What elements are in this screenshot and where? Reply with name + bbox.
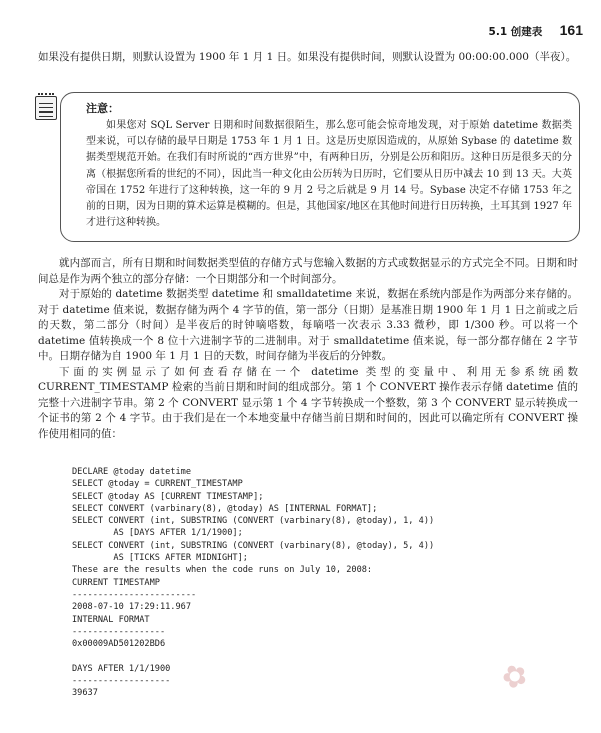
intro-text: 如果没有提供日期，则默认设置为 1900 年 1 月 1 日。如果没有提供时间，则默认设置为 00:00:00.000（半夜）。 xyxy=(38,51,577,63)
watermark-stamp: ✿ xyxy=(496,655,534,698)
page-number: 161 xyxy=(559,22,583,38)
paragraph-3: 下面的实例显示了如何查看存储在一个 datetime 类型的变量中、利用无参系统函数 CURRENT_TIMESTAMP 检索的当前日期和时间的组成部分。第 1 个 CONVERT 操作表示存储 datetime 值的完整十六进制字节串。第 2 个 CONVERT 显示第 1 个 4 字节转换成一个整数，第 3 个 CONVERT 显示转换成一个证书的第 2 个 4 字节。由于我们是在一个本地变量中存储当前日期和时间的，因此可以确定所有 CONVERT 操作使用相同的值： xyxy=(38,365,578,440)
intro-paragraph xyxy=(38,50,578,66)
note-title: 注意： xyxy=(86,102,119,115)
page-header xyxy=(489,22,583,39)
note-icon xyxy=(35,96,57,120)
section-title: 5.1 创建表 xyxy=(488,26,543,38)
note-body: 如果您对 SQL Server 日期和时间数据很陌生，那么您可能会惊奇地发现，对于原始 datetime 数据类型来说，可以存储的最早日期是 1753 年 1 月 1 日。这是历史原因造成的，从原始 Sybase 的 datetime 数据类型规范开始。在我们有时所说的“西方世界”中，有两种日历，分别是公历和阳历。这种日历是很多天的分离（根据您所看的世纪的不同），因此当一种文化由公历转为日历时，它们要从日历中减去 10 到 13 天。大英帝国在 1752 年进行了这种转换，这一年的 9 月 2 号之后就是 9 月 14 号。Sybase 决定不存储 1753 年之前的日期，因为日期的算术运算是模糊的。但是，其他国家/地区在其他时间进行日历转换，土耳其到 1927 年才进行这种转换。 xyxy=(86,120,572,229)
body-text xyxy=(38,256,578,442)
paragraph-1: 就内部而言，所有日期和时间数据类型值的存储方式与您输入数据的方式或数据显示的方式完全不同。日期和时间总是作为两个独立的部分存储：一个日期部分和一个时间部分。 xyxy=(38,257,578,285)
paragraph-2: 对于原始的 datetime 数据类型 datetime 和 smalldatetime 来说，数据在系统内部是作为两部分来存储的。对于 datetime 值来说，数据存储为两个 4 字节的值，第一部分（日期）是基准日期 1900 年 1 月 1 日之前或之后的天数，第二部分（时间）是半夜后的时钟嘀嗒数，每嘀嗒一次表示 3.33 微秒，即 1/300 秒。可以将一个 datetime 值转换成一个 8 位十六进制字节的二进制串。对于 smalldatetime 值来说，每一部分都存储在 2 字节中。日期存储为自 1900 年 1 月 1 日的天数，时间存储为半夜后的分钟数。 xyxy=(38,288,578,362)
code-listing: DECLARE @today datetime SELECT @today = CURRENT_TIMESTAMP SELECT @today AS [CURRENT TIMESTAMP]; SELECT CONVERT (varbinary(8), @today) AS [INTERNAL FORMAT]; SELECT CONVERT (int, SUBSTRING (CONVERT (varbinary(8), @today), 1, 4)) AS [DAYS AFTER 1/1/1900]; SELECT CONVERT (int, SUBSTRING (CONVERT (varbinary(8), @today), 5, 4)) AS [TICKS AFTER MIDNIGHT]; These are the results when the code runs on July 10, 2008: CURRENT TIMESTAMP ------------------------ 2008-07-10 17:29:11.967 INTERNAL FORMAT ------------------ 0x00009AD501202BD6 DAYS AFTER 1/1/1900 ------------------- 39637 xyxy=(72,467,435,699)
